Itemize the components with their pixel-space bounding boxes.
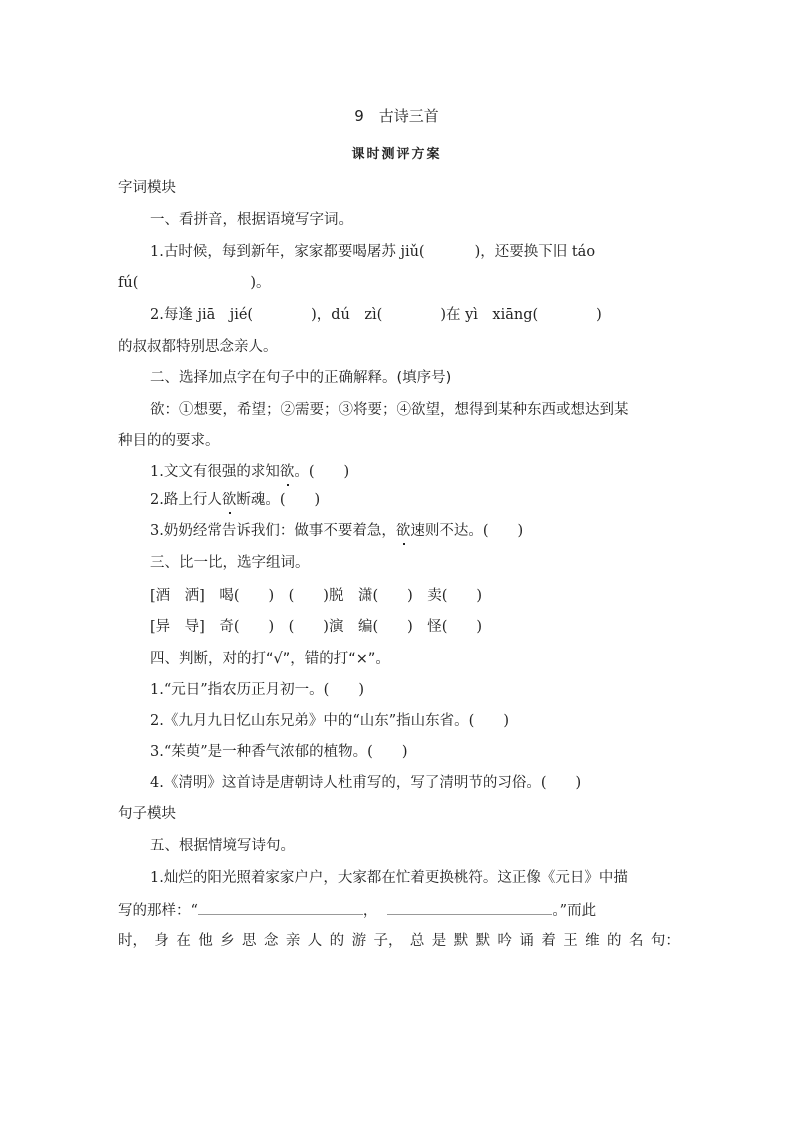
question-item: 2.路上行人欲断魂。( ) [150, 492, 321, 508]
text-char: 时， [118, 933, 147, 949]
section-heading: 字词模块 [118, 180, 176, 196]
question-item: 的叔叔都特别思念亲人。 [118, 339, 278, 355]
text-char: 默 [453, 933, 469, 949]
question-heading: 五、根据情境写诗句。 [150, 838, 295, 854]
text-char: 王 [563, 933, 578, 949]
definition: 种目的的要求。 [118, 433, 220, 449]
text-char: 人 [307, 933, 323, 949]
text-char: 子， [373, 933, 403, 949]
section-heading: 句子模块 [118, 806, 176, 822]
question-item: [异 导] 奇( ) ( )演 编( ) 怪( ) [150, 619, 483, 635]
question-item: 1.文文有很强的求知欲。( ) [150, 464, 350, 480]
question-heading: 一、看拼音，根据语境写字词。 [150, 212, 353, 228]
answer-blank[interactable] [198, 900, 363, 915]
text-char: 句： [650, 933, 680, 949]
answer-blank[interactable] [387, 900, 552, 915]
text-char: 总 [409, 933, 425, 949]
text-char: 吟 [497, 933, 512, 949]
text-char: 维 [585, 933, 600, 949]
text-char: 他 [198, 933, 213, 949]
text-char: 乡 [220, 933, 235, 949]
question-item: 2.每逢 jiā jié( )，dú zì( )在 yì xiāng( ) [150, 307, 602, 323]
question-item: fú( )。 [118, 275, 271, 291]
question-item: 1.灿烂的阳光照着家家户户，大家都在忙着更换桃符。这正像《元日》中描 [150, 870, 628, 886]
text-char: 游 [351, 933, 367, 949]
text-char: 是 [431, 933, 447, 949]
text-char: 身 [154, 933, 169, 949]
page-subtitle: 课时测评方案 [351, 147, 442, 162]
question-item: 1.古时候，每到新年，家家都要喝屠苏 jiǔ( )，还要换下旧 táo [150, 244, 596, 260]
question-item: 2.《九月九日忆山东兄弟》中的“山东”指山东省。( ) [150, 713, 509, 729]
page-title: 9 古诗三首 [354, 107, 439, 125]
text-char: 名 [628, 933, 644, 949]
question-item: 写的那样：“ ， 。”而此 [118, 900, 596, 921]
question-item [118, 931, 680, 951]
definition: 欲：①想要，希望；②需要；③将要；④欲望，想得到某种东西或想达到某 [150, 402, 629, 418]
text-char: 的 [329, 933, 345, 949]
question-item: 1.“元日”指农历正月初一。( ) [150, 682, 364, 698]
text-char: 着 [541, 933, 556, 949]
question-item: 3.“茱萸”是一种香气浓郁的植物。( ) [150, 744, 408, 760]
question-item: 3.奶奶经常告诉我们：做事不要着急，欲速则不达。( ) [150, 523, 524, 539]
text-char: 默 [475, 933, 491, 949]
question-item: [酒 洒] 喝( ) ( )脱 潇( ) 卖( ) [150, 588, 483, 604]
text-char: 诵 [519, 933, 534, 949]
question-heading: 二、选择加点字在句子中的正确解释。(填序号) [150, 370, 452, 386]
text-char: 念 [263, 933, 279, 949]
text-char: 在 [176, 933, 191, 949]
question-heading: 三、比一比，选字组词。 [150, 555, 310, 571]
text-char: 思 [242, 933, 257, 949]
question-heading: 四、判断，对的打“√”，错的打“×”。 [150, 651, 390, 667]
question-item: 4.《清明》这首诗是唐朝诗人杜甫写的，写了清明节的习俗。( ) [150, 775, 582, 791]
text-char: 亲 [285, 933, 301, 949]
text-char: 的 [607, 933, 622, 949]
